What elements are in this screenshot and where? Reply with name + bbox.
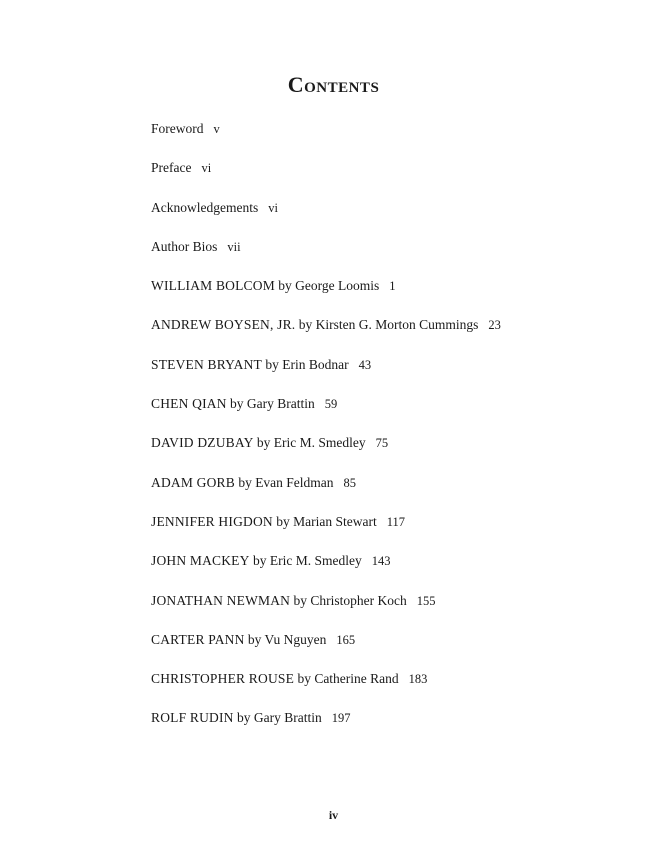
toc-entry-composer: ADAM GORB <box>151 474 235 490</box>
toc-entry-page: 143 <box>371 554 391 569</box>
toc-entry-author: by Evan Feldman <box>238 474 334 490</box>
toc-entry-bryant <box>151 355 501 394</box>
toc-entry-composer: ANDREW BOYSEN, JR. <box>151 317 296 333</box>
table-of-contents <box>151 119 501 748</box>
toc-entry-author: by Gary Brattin <box>237 710 322 726</box>
toc-entry-label: Author Bios <box>151 238 218 254</box>
toc-entry-author: by Catherine Rand <box>297 671 399 687</box>
toc-entry-page: 155 <box>416 593 436 608</box>
toc-entry-author-bios <box>151 237 501 276</box>
toc-entry-foreword <box>151 119 501 158</box>
toc-entry-composer: JOHN MACKEY <box>151 553 250 569</box>
toc-entry-chen <box>151 394 501 433</box>
toc-entry-author: by George Loomis <box>278 278 380 294</box>
toc-entry-composer: DAVID DZUBAY <box>151 435 254 451</box>
toc-entry-page: vi <box>268 200 278 215</box>
toc-entry-page: 183 <box>408 672 428 687</box>
toc-entry-page: v <box>213 122 220 136</box>
toc-entry-page: 23 <box>488 318 501 333</box>
toc-entry-composer: ROLF RUDIN <box>151 710 234 726</box>
toc-entry-label: Preface <box>151 160 192 176</box>
toc-entry-page: 197 <box>331 711 351 726</box>
toc-entry-author: by Eric M. Smedley <box>256 435 366 451</box>
toc-entry-page: 165 <box>336 632 356 647</box>
toc-entry-higdon <box>151 512 501 551</box>
toc-entry-page: 1 <box>389 279 396 294</box>
toc-entry-page: 117 <box>386 514 406 529</box>
toc-entry-preface <box>151 158 501 197</box>
toc-entry-author: by Vu Nguyen <box>247 631 327 647</box>
toc-entry-mackey <box>151 551 501 590</box>
toc-entry-dzubay <box>151 433 501 472</box>
page-title: Contents <box>287 72 380 97</box>
toc-entry-page: 59 <box>324 397 338 412</box>
toc-entry-boysen <box>151 315 501 354</box>
toc-entry-author: by Marian Stewart <box>276 513 377 529</box>
toc-entry-page: vi <box>201 161 212 176</box>
toc-entry-page: 85 <box>343 475 357 490</box>
toc-entry-pann <box>151 630 501 669</box>
toc-entry-composer: CHRISTOPHER ROUSE <box>151 671 295 687</box>
toc-entry-composer: JONATHAN NEWMAN <box>151 592 291 608</box>
toc-entry-composer: STEVEN BRYANT <box>151 356 262 372</box>
toc-entry-composer: WILLIAM BOLCOM <box>151 278 275 294</box>
toc-entry-author: by Kirsten G. Morton Cummings <box>298 317 479 333</box>
page-number: iv <box>328 808 339 822</box>
toc-entry-rudin <box>151 708 501 747</box>
toc-entry-label: Foreword <box>151 121 204 136</box>
toc-entry-author: by Eric M. Smedley <box>252 553 362 569</box>
toc-entry-gorb <box>151 473 501 512</box>
toc-entry-composer: CHEN QIAN <box>151 396 227 412</box>
toc-entry-composer: JENNIFER HIGDON <box>151 513 273 529</box>
toc-entry-composer: CARTER PANN <box>151 631 245 647</box>
toc-entry-author: by Christopher Koch <box>293 592 407 608</box>
toc-entry-author: by Gary Brattin <box>230 396 315 412</box>
toc-entry-author: by Erin Bodnar <box>265 356 349 372</box>
toc-entry-rouse <box>151 669 501 708</box>
toc-entry-page: vii <box>227 239 241 254</box>
toc-entry-bolcom <box>151 276 501 315</box>
toc-entry-acknowledgements <box>151 198 501 237</box>
toc-entry-newman <box>151 591 501 630</box>
toc-entry-label: Acknowledgements <box>151 199 259 215</box>
toc-entry-page: 43 <box>358 357 372 372</box>
toc-entry-page: 75 <box>375 436 389 451</box>
